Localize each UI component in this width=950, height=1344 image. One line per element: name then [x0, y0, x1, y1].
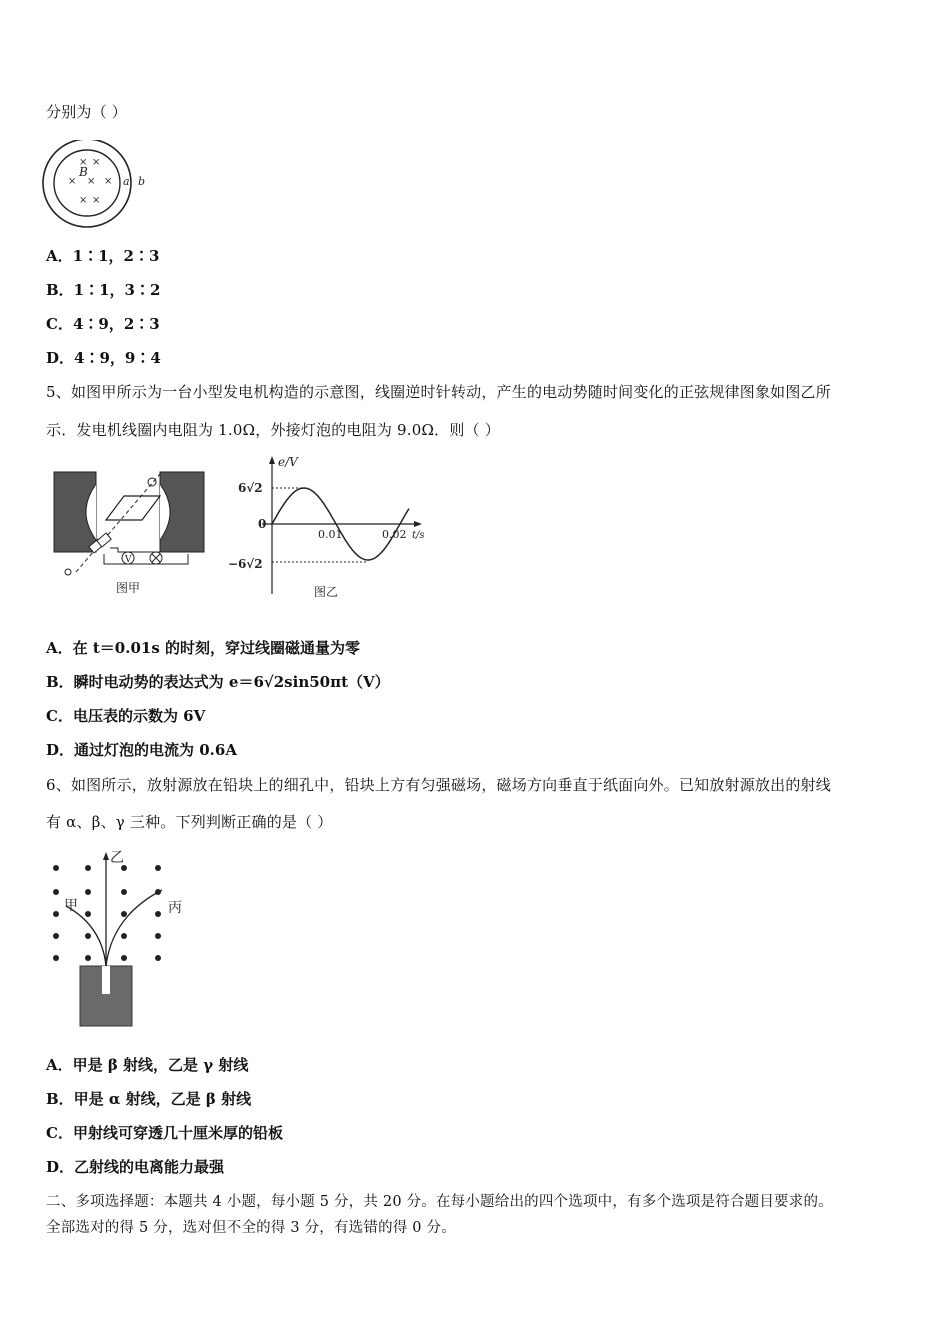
svg-text:×: ×: [79, 195, 88, 206]
q5-option-c: C．电压表的示数为 6V: [46, 707, 206, 725]
label-b: b: [138, 175, 146, 188]
x-tick-001: 0.01: [318, 528, 343, 541]
y-tick-zero: 0: [258, 517, 267, 531]
q4-option-a: A．1∶1，2∶3: [46, 247, 160, 265]
label-a: a: [123, 175, 130, 188]
field-cross-marks: [68, 157, 112, 206]
q5-option-d: D．通过灯泡的电流为 0.6A: [46, 741, 237, 759]
svg-text:×: ×: [104, 176, 113, 187]
q5-option-b: B．瞬时电动势的表达式为 e＝6√2sin50πt（V）: [46, 673, 390, 691]
svg-text:×: ×: [68, 176, 77, 187]
q5-sine-chart: [222, 452, 442, 602]
label-bing: 丙: [168, 900, 182, 916]
coil: [106, 496, 160, 520]
q5-stem-line1: 5、如图甲所示为一台小型发电机构造的示意图，线圈逆时针转动，产生的电动势随时间变化的正弦规律图象如图乙所: [46, 383, 831, 401]
q4-option-d: D．4∶9，9∶4: [46, 349, 161, 367]
q6-option-d: D．乙射线的电离能力最强: [46, 1158, 225, 1176]
q6-option-c: C．甲射线可穿透几十厘米厚的铅板: [46, 1124, 283, 1142]
section2-line2: 全部选对的得 5 分，选对但不全的得 3 分，有选错的得 0 分。: [46, 1220, 456, 1236]
x-tick-002: 0.02: [382, 528, 407, 541]
fig-yi-caption: 图乙: [314, 585, 339, 599]
label-jia: 甲: [64, 898, 78, 914]
q4-option-c: C．4∶9，2∶3: [46, 315, 160, 333]
label-B: B: [79, 165, 88, 179]
q5-option-a: A．在 t＝0.01s 的时刻，穿过线圈磁通量为零: [46, 639, 360, 657]
q4-stem-tail: 分别为（ ）: [46, 103, 127, 121]
label-yi: 乙: [110, 850, 124, 866]
voltmeter-label: V: [125, 555, 132, 565]
svg-text:×: ×: [92, 195, 101, 206]
q6-option-b: B．甲是 α 射线，乙是 β 射线: [46, 1090, 252, 1108]
q5-generator-figure: [48, 464, 218, 604]
q6-option-a: A．甲是 β 射线，乙是 γ 射线: [46, 1056, 249, 1074]
q6-stem-line1: 6、如图所示，放射源放在铅块上的细孔中，铅块上方有匀强磁场，磁场方向垂直于纸面向外。已知放射源放出的射线: [46, 776, 831, 794]
q4-figure: [40, 140, 160, 230]
ray-bing: [106, 890, 162, 966]
svg-text:×: ×: [79, 157, 88, 168]
y-tick-min: −6√2: [228, 557, 263, 571]
q5-stem-line2: 示．发电机线圈内电阻为 1.0Ω，外接灯泡的电阻为 9.0Ω．则（ ）: [46, 421, 500, 439]
q6-radiation-figure: [44, 846, 204, 1030]
section2-line1: 二、多项选择题：本题共 4 小题，每小题 5 分，共 20 分。在每小题给出的四个选项中，有多个选项是符合题目要求的。: [46, 1194, 833, 1210]
svg-text:×: ×: [92, 157, 101, 168]
svg-text:×: ×: [87, 176, 96, 187]
x-axis-label: t/s: [412, 530, 425, 541]
y-axis-label: e/V: [278, 455, 298, 469]
y-tick-max: 6√2: [238, 481, 263, 495]
q6-stem-line2: 有 α、β、γ 三种。下列判断正确的是（ ）: [46, 813, 333, 831]
fig-jia-caption: 图甲: [116, 581, 141, 595]
q4-option-b: B．1∶1，3∶2: [46, 281, 161, 299]
